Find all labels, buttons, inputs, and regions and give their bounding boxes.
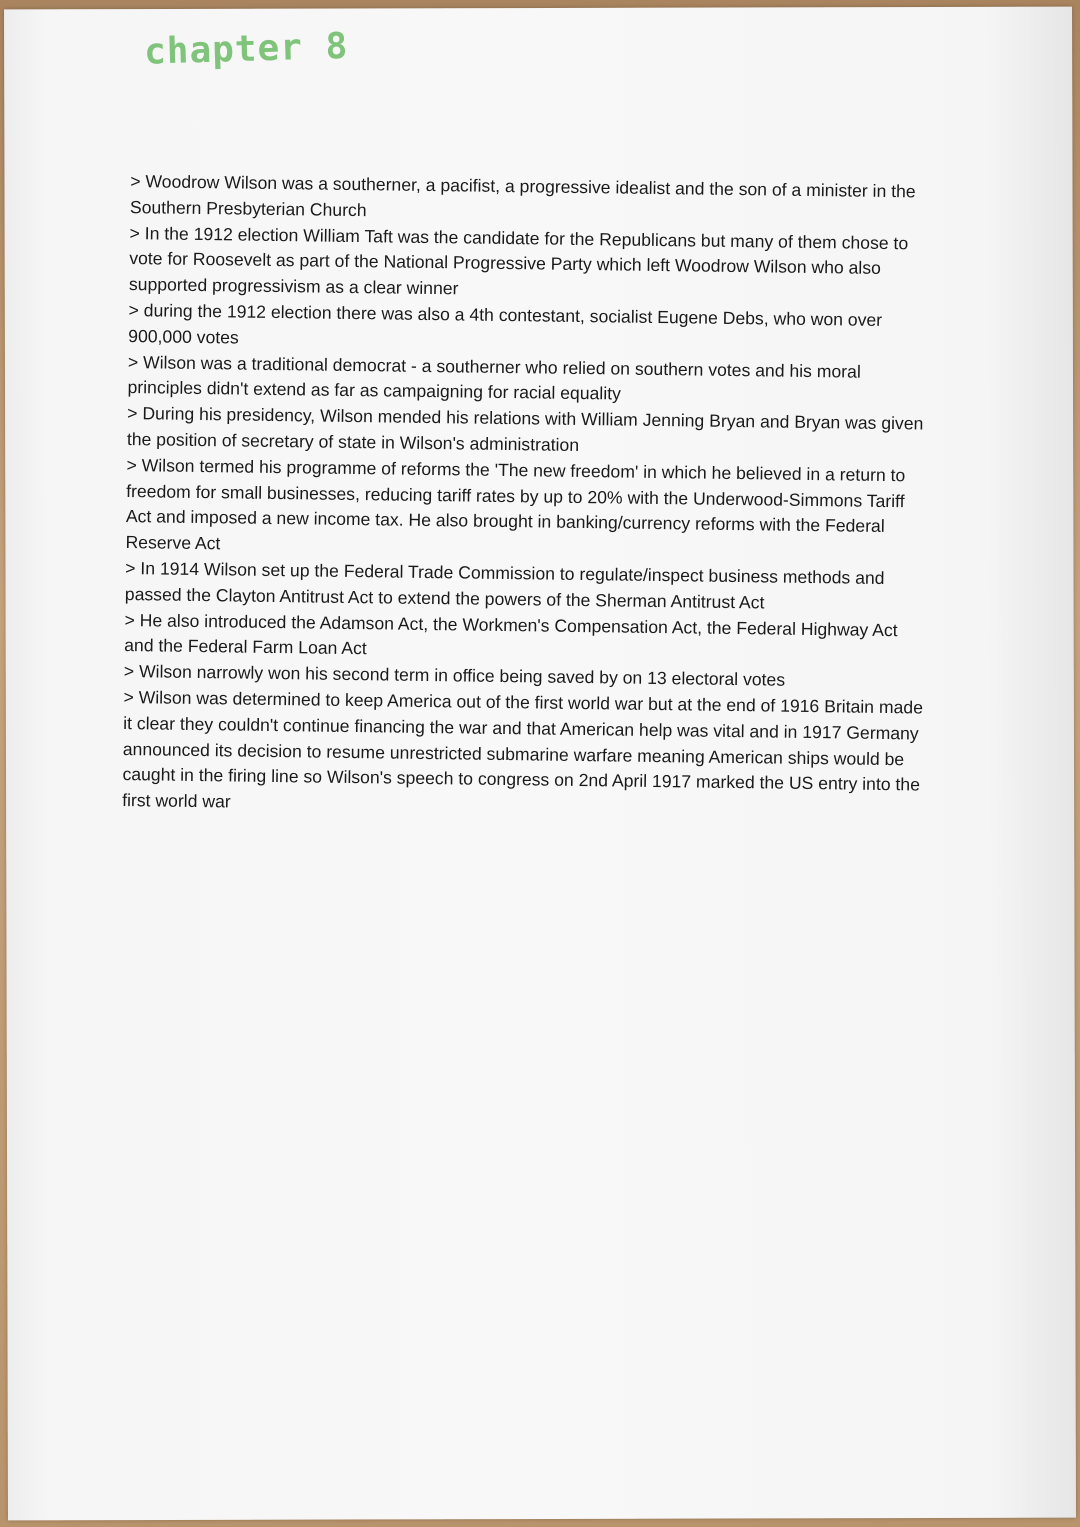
note-item: > Wilson narrowly won his second term in office being saved by on 13 electoral votes	[123, 661, 786, 690]
note-item: > In the 1912 election William Taft was the candidate for the Republicans but many of them chose to vote for Roosevelt as part of the National Progressive Party which left Woodrow Wilson who also supported progressivism as a clear winner	[128, 222, 909, 299]
note-item: > Wilson was determined to keep America out of the first world war but at the end of 1916 Britain made it clear they couldn't continue financing the war and that American help was vital and in 1917 Germany announced its decision to resume unrestricted submarine warfare meaning American ships would be caught in the firing line so Wilson's speech to congress on 2nd April 1917 marked the US entry into the first world war	[122, 686, 924, 812]
note-item: > during the 1912 election there was also a 4th contestant, socialist Eugene Debs, who won over 900,000 votes	[128, 300, 883, 348]
note-item: > Wilson was a traditional democrat - a southerner who relied on southern votes and his moral principles didn't extend as far as campaigning for racial equality	[127, 351, 861, 404]
note-item: > Wilson termed his programme of reforms the 'The new freedom' in which he believed in a return to freedom for small businesses, reducing tariff rates by up to 20% with the Underwood-Simmons Tariff Act and imposed a new income tax. He also brought in banking/currency reforms with the Federal Reserve Act	[125, 454, 906, 554]
note-item: > During his presidency, Wilson mended his relations with William Jenning Bryan and Bryan was given the position of secretary of state in Wilson's administration	[126, 403, 924, 455]
notes-page	[4, 7, 1076, 1521]
note-item: > He also introduced the Adamson Act, the Workmen's Compensation Act, the Federal Highway Act and the Federal Farm Loan Act	[124, 609, 898, 659]
note-item: > Woodrow Wilson was a southerner, a pacifist, a progressive idealist and the son of a minister in the Southern Presbyterian Church	[129, 171, 916, 220]
note-item: > In 1914 Wilson set up the Federal Trade Commission to regulate/inspect business methods and passed the Clayton Antitrust Act to extend the powers of the Sherman Antitrust Act	[124, 557, 885, 613]
chapter-heading: chapter 8	[143, 25, 349, 73]
notes-list	[122, 169, 930, 824]
